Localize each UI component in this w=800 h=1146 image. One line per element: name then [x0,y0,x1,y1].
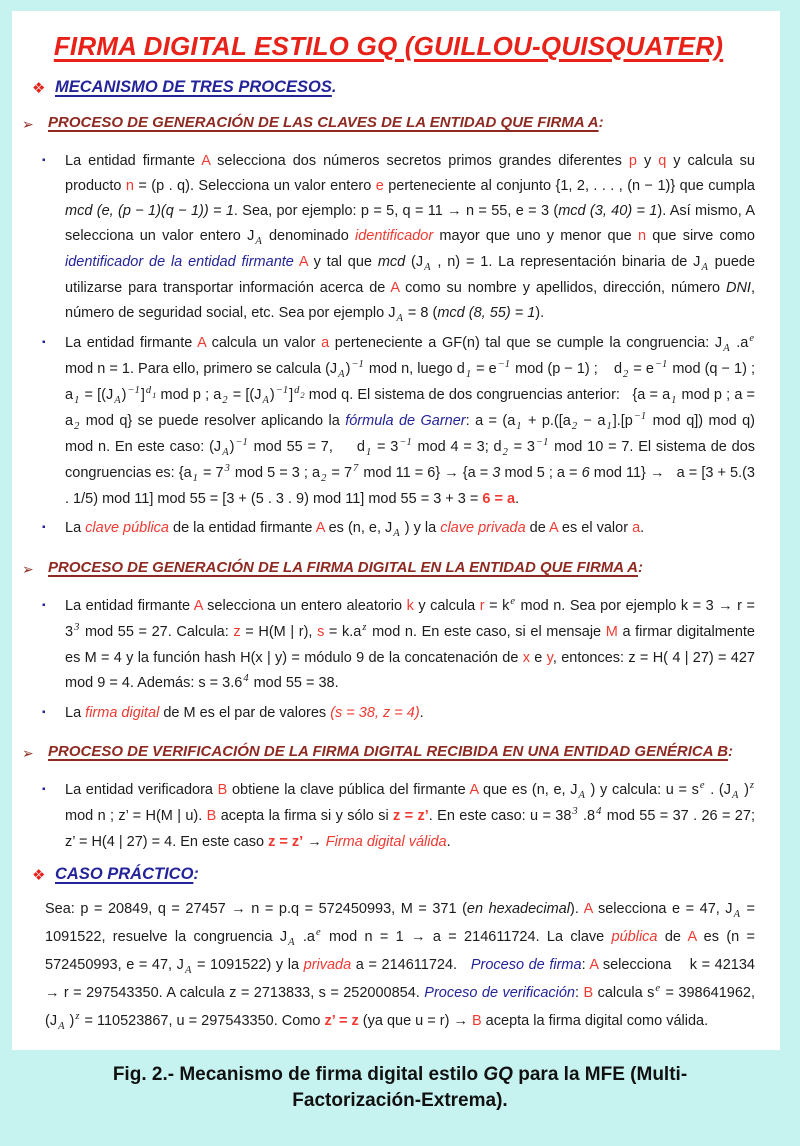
text-segment: 6 = a [482,491,516,507]
text-segment: 2 [321,473,327,484]
text-segment: −1 [399,437,412,448]
text-segment: mod 5 ; a = [500,465,582,481]
text-segment: = 7 [198,465,224,481]
heading-generacion-claves [22,111,755,135]
text-segment: y [636,153,659,169]
bullet-firma-calculo [42,594,755,697]
text-segment: La [65,705,86,721]
text-segment: mod p ; a [156,387,222,403]
square-bullet-icon: ▪ [42,600,46,611]
text-segment: mod 11} → a = [3 + 5.(3 . 1/5) mod 11] mod 55 = [3 + (5 . 3 . 9) mod 11] mod 55 = 3 + 3 = [65,465,755,507]
text-segment: e [510,596,515,607]
text-segment: .a [730,335,749,351]
text-segment: A [262,395,269,406]
text-segment: ) y la [400,520,441,536]
text-segment: B [583,985,594,1001]
text-segment: 3 [74,622,80,633]
text-segment: mod 10 = 7. El sistema de dos congruencias es: {a [65,439,756,481]
text-segment: mod n, luego d [364,361,465,377]
text-segment: privada [303,957,352,973]
text-segment: e [315,927,321,938]
text-segment: mod (p − 1) ; d [511,361,623,377]
text-segment: −1 [235,437,248,448]
text-segment: = 3 [508,439,535,455]
text-segment: r [479,598,485,614]
text-segment: e [529,650,547,666]
text-segment: −1 [127,385,140,396]
text-segment: mod q]) mod q) mod n. En este caso: (J [65,413,756,455]
bullet-claves [42,516,755,542]
heading-text: CASO PRÁCTICO [55,865,194,883]
text-segment: obtiene la clave pública del firmante [227,782,470,798]
text-segment: , n) = 1. La representación binaria de J [431,254,701,270]
text-segment: en hexadecimal [466,901,570,917]
text-segment: mcd (3, 40) = 1 [558,203,658,219]
text-segment: La entidad verificadora [65,782,218,798]
text-segment: = e [629,361,654,377]
text-segment: A [687,929,697,945]
text-segment: de [525,520,550,536]
text-segment: mod q} se puede resolver aplicando la [80,413,346,429]
text-segment: Firma digital válida [325,834,447,850]
text-segment: mcd (e, (p − 1)(q − 1)) = 1 [65,203,234,219]
text-segment: puede utilizarse para transportar información acerca de [65,254,756,296]
text-segment: para la MFE (Multi-Factorización-Extrema). [292,1064,688,1111]
text-segment: B [217,782,228,798]
text-segment: A [338,369,345,380]
text-segment: mod q. El sistema de dos congruencias anterior: {a = a [304,387,671,403]
arrow-bullet-icon: ➢ [22,745,34,761]
text-segment: y calcula su producto [65,153,756,194]
text-segment: 2 [300,390,305,400]
text-segment: A [733,909,740,920]
text-segment: d [294,385,300,396]
text-segment: . [515,491,520,507]
text-segment: A [469,782,479,798]
heading-tail: : [598,114,604,131]
text-segment: , número de seguridad social, etc. Sea por ejemplo J [65,280,755,321]
text-segment: ) y calcula: u = s [585,782,699,798]
square-bullet-icon: ▪ [42,784,46,795]
text-segment: A [583,901,593,917]
heading-tail: : [728,743,734,760]
text-segment: a [632,520,641,536]
text-segment: 1 [465,369,472,380]
text-segment: = k [484,598,510,614]
text-segment: a = 214611724. [351,957,471,973]
text-segment: 2 [571,421,578,432]
text-segment: calcula s [593,985,655,1001]
heading-tail: . [331,78,337,96]
text-segment: 2 [623,369,629,380]
text-segment: = 1091522) y la [192,957,304,973]
text-segment: mod p ; a = a [65,387,755,429]
text-segment: que sirve como [646,228,755,244]
text-segment: . [419,705,424,721]
text-segment: y calcula [413,598,480,614]
text-segment: = 1091522, resuelve la congruencia J [45,901,755,945]
text-segment: z [233,624,241,640]
text-segment: Fig. 2.- Mecanismo de firma digital estilo [112,1064,484,1085]
bullet-seleccion-primos [42,149,756,327]
text-segment: n [125,178,134,194]
text-segment: = 7 [327,465,353,481]
text-segment: B [471,1013,482,1029]
text-segment: y [546,650,553,666]
text-segment: mod n. En este caso, si el mensaje [367,624,606,640]
text-segment: mod 55 = 7, d [248,439,365,455]
text-segment: = [(J [80,387,114,403]
text-segment: ). Así mismo, A selecciona un valor entero J [65,203,755,244]
text-segment: mod n = 1. Para ello, primero se calcula (J [65,361,338,377]
text-segment: . Sea, por ejemplo: p = 5, q = 11 → n = 55, e = 3 ( [233,203,559,219]
text-segment: es (n = 572450993, e = 47, J [45,929,756,973]
text-segment: x [522,650,530,666]
text-segment: n [637,228,647,244]
text-segment: .8 [578,808,596,824]
text-segment: 6 [581,465,590,481]
text-segment: A [222,447,229,458]
text-segment: (ya que u = r) → [358,1013,472,1029]
text-segment: = (p . q). Selecciona un valor entero [133,178,376,194]
text-segment: A [731,790,739,801]
text-segment: mod 5 = 3 ; a [230,465,321,481]
text-segment: .a [295,929,315,945]
text-segment: ). [535,305,545,321]
text-segment: mod n. Sea por ejemplo k = 3 → r = 3 [65,598,755,640]
square-bullet-icon: ▪ [42,337,46,348]
text-segment: identificador [355,228,434,244]
text-segment: . (J [705,782,731,798]
text-segment: −1 [351,359,364,370]
text-segment: A [424,262,431,273]
text-segment: Sea: p = 20849, q = 27457 → n = p.q = 572450993, M = 371 ( [45,901,467,917]
text-segment: Proceso de firma [470,957,582,973]
text-segment: 4 [596,806,602,817]
text-segment: = H(M | r), [240,624,318,640]
text-segment: 1 [606,421,612,432]
heading-text: MECANISMO DE TRES PROCESOS [55,78,332,96]
text-segment: 3 [572,806,578,817]
text-segment: mod n = 1 → a = 214611724. La clave [321,929,612,945]
bullet-calculo-a [42,331,756,512]
square-bullet-icon: ▪ [42,522,46,533]
text-segment: . [446,834,451,850]
text-segment: ].[p [612,413,633,429]
heading-generacion-firma [22,556,755,580]
text-segment: A [298,254,308,270]
text-segment: ) [739,782,749,798]
text-segment: z = z’ [268,834,304,850]
text-segment: −1 [536,437,549,448]
text-segment: mod 55 = 38. [249,675,339,691]
text-segment: GQ [483,1064,513,1085]
text-segment: A [58,1021,65,1032]
square-bullet-icon: ▪ [42,155,46,166]
text-segment: e [375,178,384,194]
text-segment: fórmula de Garner [345,413,466,429]
text-segment: La entidad firmante [65,153,202,169]
figure-caption [110,1062,690,1113]
text-segment: a [321,335,330,351]
arrow-bullet-icon: ➢ [22,116,34,132]
square-bullet-icon: ▪ [42,707,46,718]
page-title: FIRMA DIGITAL ESTILO GQ (GUILLOU-QUISQUATER) [53,31,724,61]
text-segment: 1 [365,447,372,458]
text-segment: de [657,929,688,945]
text-segment: selecciona k = 42134 → r = 297543350. A calcula z = 2713833, s = 252000854. [45,957,755,1001]
text-segment: 2 [502,447,508,458]
text-segment: A [578,790,585,801]
text-segment: e [655,983,661,994]
text-segment: = 8 ( [403,305,438,321]
diamond-bullet-icon: ❖ [32,80,46,97]
text-segment: (s = 38, z = 4) [330,705,420,721]
text-segment: A [589,957,599,973]
text-segment: como su nombre y apellidos, dirección, número [399,280,726,296]
text-segment: . [640,520,645,536]
text-segment: z [749,780,754,791]
text-segment: A [197,335,206,351]
text-segment: e [699,780,705,791]
text-segment: → [303,834,326,850]
heading-text: PROCESO DE GENERACIÓN DE LA FIRMA DIGITAL EN LA ENTIDAD QUE FIRMA A [48,559,639,576]
bullet-verificacion [42,778,755,855]
text-segment: La [65,520,86,536]
text-segment: = k.a [324,624,362,640]
heading-tail: : [193,865,199,883]
arrow-bullet-icon: ➢ [22,561,34,577]
content-box [12,11,780,1050]
text-segment: 3 [224,463,230,474]
text-segment: selecciona dos números secretos primos grandes diferentes [210,153,629,169]
text-segment: p [628,153,637,169]
text-segment: −1 [654,359,668,370]
text-segment: : [575,985,584,1001]
text-segment: = 3 [372,439,399,455]
text-segment: Proceso de verificación [424,985,575,1001]
text-segment: de M es el par de valores [159,705,331,721]
text-segment: ) [65,1013,75,1029]
text-segment: A [184,965,192,976]
text-segment: 1 [192,473,198,484]
text-segment: DNI [725,280,751,296]
text-segment: = 398641962, (J [45,985,755,1029]
text-segment: A [315,520,325,536]
text-segment: z’ = z [324,1013,359,1029]
text-segment: k [406,598,414,614]
text-segment: acepta la firma si y sólo si [216,808,394,824]
para-caso-practico [45,896,755,1036]
text-segment: perteneciente al conjunto {1, 2, . . . , (n − 1)} que cumpla [383,178,755,194]
text-segment: es (n, e, J [324,520,393,536]
text-segment: ) [345,361,351,377]
text-segment: 2 [222,395,228,406]
text-segment: mod n ; z’ = H(M | u). [65,808,207,824]
heading-tail: : [638,559,644,576]
text-segment: = e [472,361,497,377]
text-segment: A [255,236,262,247]
text-segment: La entidad firmante [65,598,194,614]
text-segment: mayor que uno y menor que [433,228,638,244]
text-segment: ] [289,387,294,403]
text-segment: z = z’ [393,808,429,824]
text-segment: 1 [671,395,677,406]
text-segment: que es (n, e, J [478,782,578,798]
text-segment: 1 [74,395,80,406]
text-segment: firma digital [85,705,160,721]
text-segment: A [396,313,403,324]
text-segment: −1 [633,411,647,422]
text-segment: identificador de la entidad firmante [65,254,294,270]
text-segment: + p.([a [522,413,571,429]
text-segment: A [201,153,211,169]
text-segment: ) [269,387,275,403]
heading-verificacion [22,740,755,764]
text-segment: q [658,153,667,169]
text-segment: e [749,333,754,344]
heading-text: PROCESO DE VERIFICACIÓN DE LA FIRMA DIGITAL RECIBIDA EN UNA ENTIDAD GENÉRICA B [48,743,729,760]
text-segment: mcd (8, 55) = 1 [437,305,536,321]
text-segment: A [288,937,295,948]
text-segment: selecciona e = 47, J [592,901,733,917]
text-segment: s [317,624,325,640]
heading-caso-practico [22,865,755,884]
text-segment: clave pública [85,520,169,536]
text-segment: ). [569,901,584,917]
text-segment: ) [121,387,127,403]
text-segment: ] [140,387,145,403]
text-segment: = 110523867, u = 297543350. Como [80,1013,325,1029]
text-segment: . En este caso: u = 38 [428,808,572,824]
text-segment: B [206,808,217,824]
text-segment: denominado [262,228,356,244]
text-segment: a firmar digitalmente es M = 4 y la función hash H(x | y) = módulo 9 de la concatenación de [65,624,755,666]
heading-text: PROCESO DE GENERACIÓN DE LAS CLAVES DE LA ENTIDAD QUE FIRMA A [48,114,599,131]
text-segment: A [114,395,121,406]
text-segment: : a = (a [465,413,516,429]
text-segment: 1 [152,390,157,400]
content-blocks [22,78,755,1036]
text-segment: es el valor [557,520,633,536]
diamond-bullet-icon: ❖ [32,867,46,884]
text-segment: 7 [353,463,359,474]
text-segment: −1 [275,385,289,396]
text-segment: d [145,385,152,396]
text-segment: : [581,957,590,973]
heading-mecanismo [22,78,755,97]
text-segment: , entonces: z = H( 4 | 27) = 427 mod 9 = 4. Además: s = 3.6 [65,650,755,691]
text-segment: pública [611,929,658,945]
text-segment: calcula un valor [205,335,322,351]
text-segment: mod (q − 1) ; a [65,361,756,403]
text-segment: 2 [74,421,80,432]
text-segment: ) [229,439,235,455]
text-segment: mod 4 = 3; d [412,439,502,455]
text-segment: 4 [243,673,249,684]
text-segment: 1 [516,421,522,432]
bullet-firma-par [42,701,755,726]
text-segment: y tal que [307,254,378,270]
text-segment: mcd [377,254,406,270]
text-segment: mod 55 = 37 . 26 = 27; z’ = H(4 | 27) = 4. En este caso [65,808,755,850]
text-segment: perteneciente a GF(n) tal que se cumple la congruencia: J [329,335,723,351]
text-segment: A [390,280,400,296]
text-segment: M [605,624,618,640]
text-segment: −1 [497,359,511,370]
text-segment: A [393,528,400,539]
text-segment: selecciona un entero aleatorio [202,598,407,614]
text-segment: z [75,1011,80,1022]
text-segment: = [(J [228,387,262,403]
text-segment: mod 11 = 6} → {a = [359,465,493,481]
text-segment: de la entidad firmante [169,520,316,536]
text-segment: clave privada [440,520,526,536]
text-segment: acepta la firma digital como válida. [481,1013,709,1029]
text-segment: A [701,262,708,273]
text-segment: La entidad firmante [65,335,198,351]
text-segment: A [723,343,730,354]
text-segment: (J [405,254,424,270]
text-segment: mod 55 = 27. Calcula: [80,624,234,640]
text-segment: A [193,598,203,614]
text-segment: 3 [492,465,501,481]
text-segment: A [549,520,558,536]
text-segment: z [362,622,367,633]
text-segment: − a [578,413,606,429]
